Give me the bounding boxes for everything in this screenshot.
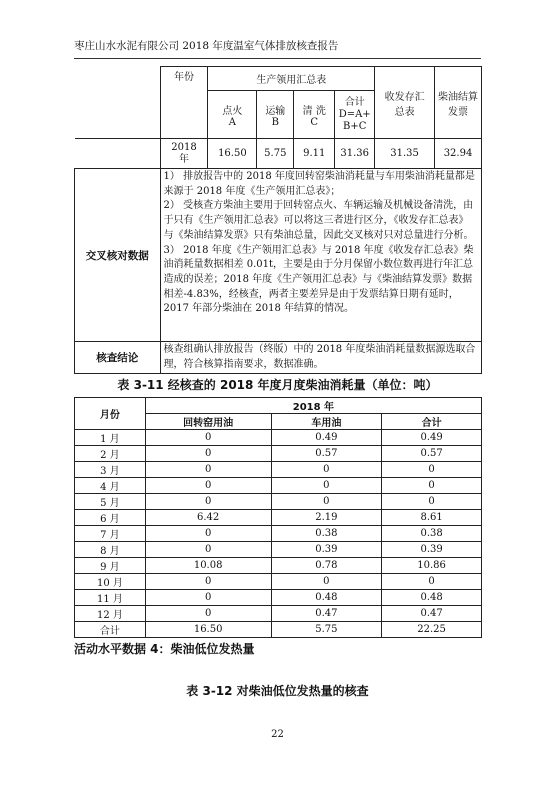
conclusion-label: 核查结论	[75, 342, 161, 374]
vehicle-cell: 0	[271, 478, 382, 494]
table-row	[75, 606, 482, 622]
total-cell: 0.47	[382, 606, 482, 622]
total-cell: 0.49	[382, 430, 482, 446]
month-header: 月份	[75, 398, 146, 430]
month-cell: 12 月	[75, 606, 146, 622]
cleaning-value: 9.11	[294, 139, 335, 169]
table-row	[75, 574, 482, 590]
total-cell: 0.57	[382, 446, 482, 462]
year-header: 2018 年	[145, 398, 481, 414]
vehicle-cell: 0.38	[271, 526, 382, 542]
table-row	[75, 558, 482, 574]
kiln-cell: 0	[145, 446, 271, 462]
month-cell: 9 月	[75, 558, 146, 574]
kiln-cell: 0	[145, 590, 271, 606]
page-header: 枣庄山水水泥有限公司 2018 年度温室气体排放核查报告	[74, 38, 481, 59]
point-3: 3） 2018 年度《生产领用汇总表》与 2018 年度《收发存汇总表》柴油消耗量数据相差 0.01t，主要是由于分月保留小数位数再进行年汇总造成的误差；2018 年度《生产领用汇总表》与《柴油结算发票》数据相差-4.83%，经核查，两者主要差异是由于发票结算日期有延时，2017 年部分柴油在 2018 年结算的情况。	[163, 244, 474, 315]
vehicle-cell: 0	[271, 494, 382, 510]
month-cell: 4 月	[75, 478, 146, 494]
total-value: 31.36	[335, 139, 375, 169]
blank-cell	[75, 67, 161, 139]
cross-check-label: 交叉核对数据	[75, 169, 161, 342]
table-row	[75, 590, 482, 606]
vehicle-cell: 0.49	[271, 430, 382, 446]
table-312-caption: 表 3-12 对柴油低位发热量的核查	[186, 684, 369, 698]
kiln-cell: 0	[145, 606, 271, 622]
table-row	[75, 430, 482, 446]
table-row	[75, 462, 482, 478]
month-cell: 6 月	[75, 510, 146, 526]
vehicle-cell: 0.39	[271, 542, 382, 558]
vehicle-cell: 0.78	[271, 558, 382, 574]
month-cell: 7 月	[75, 526, 146, 542]
vehicle-cell: 0.47	[271, 606, 382, 622]
table-row	[75, 478, 482, 494]
monthly-diesel-table	[74, 397, 482, 638]
kiln-cell: 0	[145, 462, 271, 478]
month-cell: 10 月	[75, 574, 146, 590]
kiln-cell: 10.08	[145, 558, 271, 574]
vehicle-cell: 0.57	[271, 446, 382, 462]
total-cell: 22.25	[382, 622, 482, 638]
month-cell: 3 月	[75, 462, 146, 478]
month-cell: 11 月	[75, 590, 146, 606]
total-cell: 0	[382, 478, 482, 494]
vehicle-cell: 0.48	[271, 590, 382, 606]
table-row	[75, 446, 482, 462]
total-cell: 10.86	[382, 558, 482, 574]
kiln-cell: 6.42	[145, 510, 271, 526]
year-value: 2018 年	[160, 139, 208, 169]
table-row	[75, 526, 482, 542]
total-cell: 0	[382, 494, 482, 510]
point-1: 1） 排放报告中的 2018 年度回转窑柴油消耗量与车用柴油消耗量都是来源于 2018 年度《生产领用汇总表》；	[163, 171, 475, 197]
vehicle-cell: 2.19	[271, 510, 382, 526]
month-cell: 2 月	[75, 446, 146, 462]
total-cell: 0	[382, 574, 482, 590]
group-header: 生产领用汇总表	[208, 67, 375, 91]
kiln-cell: 0	[145, 430, 271, 446]
inventory-value: 31.35	[375, 139, 435, 169]
month-cell: 8 月	[75, 542, 146, 558]
blank-cell	[75, 139, 161, 169]
table-row	[75, 494, 482, 510]
month-cell: 5 月	[75, 494, 146, 510]
table-311-caption: 表 3-11 经核查的 2018 年度月度柴油消耗量（单位：吨）	[117, 378, 438, 392]
kiln-cell: 0	[145, 574, 271, 590]
invoice-value: 32.94	[435, 139, 482, 169]
kiln-cell: 0	[145, 526, 271, 542]
kiln-cell: 16.50	[145, 622, 271, 638]
inventory-col-header: 收发存汇 总表	[375, 67, 435, 139]
transport-col-header: 运输 B	[257, 91, 294, 139]
kiln-cell: 0	[145, 542, 271, 558]
vehicle-cell: 5.75	[271, 622, 382, 638]
kiln-cell: 0	[145, 494, 271, 510]
total-cell: 0.48	[382, 590, 482, 606]
point-2: 2） 受核查方柴油主要用于回转窑点火、车辆运输及机械设备清洗，由于只有《生产领用汇总表》可以将这三者进行区分，《收发存汇总表》与《柴油结算发票》只有柴油总量，因此交叉核对只对总量进行分析。	[163, 200, 474, 241]
cleaning-col-header: 清 洗 C	[294, 91, 335, 139]
table-row	[75, 542, 482, 558]
transport-value: 5.75	[257, 139, 294, 169]
ignition-value: 16.50	[208, 139, 257, 169]
total-cell: 0.39	[382, 542, 482, 558]
page-number: 22	[271, 729, 284, 740]
total-cell: 0.38	[382, 526, 482, 542]
month-cell: 合计	[75, 622, 146, 638]
vehicle-cell: 0	[271, 462, 382, 478]
kiln-oil-header: 回转窑用油	[145, 414, 271, 430]
kiln-cell: 0	[145, 478, 271, 494]
vehicle-cell: 0	[271, 574, 382, 590]
total-cell: 8.61	[382, 510, 482, 526]
table-row	[75, 510, 482, 526]
vehicle-oil-header: 车用油	[271, 414, 382, 430]
section-title: 活动水平数据 4：柴油低位发热量	[74, 642, 255, 656]
total-cell: 0	[382, 462, 482, 478]
invoice-col-header: 柴油结算 发票	[435, 67, 482, 139]
total-col-header: 合计 D=A+ B+C	[335, 91, 375, 139]
cross-check-table	[74, 66, 482, 374]
ignition-col-header: 点火 A	[208, 91, 257, 139]
month-cell: 1 月	[75, 430, 146, 446]
table-row	[75, 622, 482, 638]
total-header: 合计	[382, 414, 482, 430]
conclusion-text: 核查组确认排放报告（终版）中的 2018 年度柴油消耗量数据源选取合理，符合核算指南要求，数据准确。	[160, 342, 481, 374]
year-col-header: 年份	[160, 67, 208, 139]
